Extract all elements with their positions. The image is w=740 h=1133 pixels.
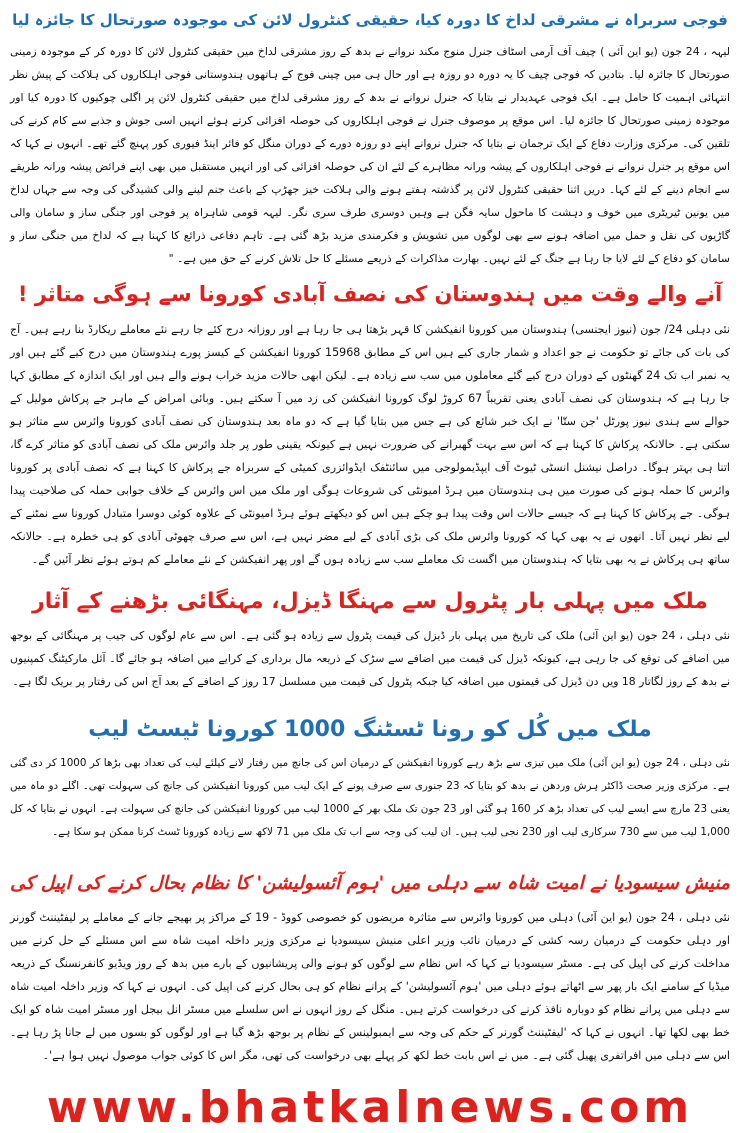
- article-body: نئی دہلی ، 24 جون (یو این آئی) دہلی میں کورونا وائرس سے متاثرہ مریضوں کو خصوصی کووڈ - 19 کے مراکز پر بھیجے جانے کے معاملے پر لیفٹیننٹ گورنر اور دہلی حکومت کے درمیان رسہ کشی کے درمیان نائب وزیر اعلی منیش سیسودیا نے مرکزی وزیر داخلہ امیت شاہ سے اس مسئلے کے حل کرنے میں مداخلت کرنے کی اپیل کی ہے۔ مسٹر سیسودیا نے کہا کہ اس نظام سے لوگوں کو ہونے والی پریشانیوں کے بارے میں بدھ کے روز ویڈیو کانفرنسنگ کے ذریعہ میڈیا کے سامنے ایک بار پھر سے اٹھاتے ہوئے دہلی میں 'ہوم آئسولیشن' کے پرانے نظام کو ہی بحال کرنے کی اپیل کی۔ انہوں نے کہا کہ وزیر داخلہ امیت شاہ سے دہلی میں پرانے نظام کو دوبارہ نافذ کرنے کی درخواست کرتے ہیں۔ منگل کے روز انہوں نے اس سلسلے میں مسٹر انل بیجل اور مسٹر امیت شاہ کو ایک خط بھی لکھا تھا۔ انہوں نے کہا کہ 'لیفٹیننٹ گورنر کے حکم کی وجہ سے ایمبولینس کے نظام پر بوجھ بڑھ گیا ہے اور لوگوں کو بسوں میں لے جانا پڑ رہا ہے۔ اس سے دہلی میں افراتفری پھیل گئی ہے۔ میں نے اس بابت خط لکھ کر پہلے بھی درخواست کی تھی، مگر اس کا کوئی جواب موصول نہیں ہوا ہے'۔: [10, 911, 731, 1062]
- headline: ملک میں پہلی بار پٹرول سے مہنگا ڈیزل، مہنگائی بڑھنے کے آثار: [32, 589, 708, 614]
- headline: ملک میں کُل کو رونا ٹسٹنگ 1000 کورونا ٹیسٹ لیب: [88, 717, 652, 742]
- article-body: نئی دہلی ، 24 جون (یو این آئی) ملک کی تاریخ میں پہلی بار ڈیزل کی قیمت پٹرول سے زیادہ ہو گئی ہے۔ اس سے عام لوگوں کی جیب پر مہنگائی کے بوجھ میں اضافے کی توقع کی جا رہی ہے، کیونکہ ڈیزل کی قیمت میں اضافے سے سڑک کے ذریعہ مال برداری کے کرایے میں اضافہ ہو جائے گا۔ آئل مارکیٹنگ کمپنیوں نے بدھ کے روز لگاتار 18 ویں دن ڈیزل کی قیمتوں میں اضافہ کیا جبکہ پٹرول کی قیمت میں مسلسل 17 روز کے اضافے کے بعد آج اس کی رفتار پر بریک لگا ہے۔: [10, 629, 731, 688]
- article-sisodia-home-isolation: [0, 862, 740, 1067]
- article-army-chief-ladakh: [0, 0, 740, 270]
- article-diesel-price: [0, 580, 740, 693]
- headline: منیش سیسودیا نے امیت شاہ سے دہلی میں 'ہوم آئسولیشن' کا نظام بحال کرنے کی اپیل کی: [10, 873, 730, 894]
- site-url-footer: www.bhatkalnews.com: [46, 1082, 694, 1133]
- headline: آنے والے وقت میں ہندوستان کی نصف آبادی کورونا سے ہوگی متاثر !: [17, 282, 723, 306]
- article-body: نئی دہلی ، 24 جون (یو این آئی) ملک میں تیزی سے بڑھ رہے کورونا انفیکشن کے درمیان اس کی جانچ میں رفتار لانے کیلئے لیب کی تعداد بھی بڑھا کر 1000 کر دی گئی ہے۔ مرکزی وزیر صحت ڈاکٹر ہرش وردھن نے بدھ کو بتایا کہ 23 جنوری سے صرف پونے کے ایک لیب میں کورونا انفیکشن کی جانچ کی سہولت تھی۔ اگلے دو ماہ میں یعنی 23 مارچ سے ایسے لیب کی تعداد بڑھ کر 160 ہو گئی اور 23 جون تک ملک بھر کے 1000 لیب میں کورونا انفیکشن کی جانچ کی سہولت ہے۔ انہوں نے بتایا کہ کل 1,000 لیب میں سے 730 سرکاری لیب اور 230 نجی لیب ہیں۔ ان لیب کی وجہ سے اب تک ملک میں 71 لاکھ سے زیادہ کورونا ٹسٹ کرنا ممکن ہو سکا ہے۔: [10, 757, 731, 838]
- article-body: نئی دہلی 24/ جون (نیوز ایجنسی) ہندوستان میں کورونا انفیکشن کا قہر بڑھتا ہی جا رہا ہے اور روزانہ درج کئے جا رہے نئے معاملے ریکارڈ بنا رہے ہیں۔ آج کی بات کی جائے تو حکومت نے جو اعداد و شمار جاری کیے ہیں اس کے مطابق 15968 کورونا انفیکشن کے کیسز پورے ہندوستان میں درج کیے گئے ہیں اور یہ نمبر اب تک 24 گھنٹوں کے دوران درج کیے گئے معاملوں میں سب سے زیادہ ہے۔ لیکن ابھی حالات مزید خراب ہونے والے ہیں اور ایک اندازہ کے مطابق کہا جا رہا ہے کہ ہندوستان کی نصف آبادی یعنی تقریباً 67 کروڑ لوگ کورونا انفیکشن کی زد میں آ سکتے ہیں۔ وبائی امراض کے ماہر جے پرکاش مولیل کے حوالے سے ہندی نیوز پورٹل 'جن ستّا' نے ایک خبر شائع کی ہے جس میں بتایا گیا ہے کہ دو ماہ بعد ہندوستان کی نصف آبادی کورونا وائرس سے متاثر ہو سکتی ہے۔ حالانکہ پرکاش کا کہنا ہے کہ اس سے بہت گھبرانے کی ضرورت نہیں ہے کیونکہ یقینی طور پر جلد وائرس ملک کی نصف آبادی کو متاثر کرے گا، اتنا ہی بہتر ہوگا۔ دراصل نیشنل انسٹی ٹیوٹ آف ایپڈیمولوجی میں سائنٹفک ایڈوائزری کمیٹی کے سربراہ جے پرکاش کا کہنا ہے کہ نصف آبادی پر کورونا وائرس کا حملہ ہونے کی صورت میں ہی ہندوستان میں ہرڈ امیونٹی کی شروعات ہوگی اور ملک میں اس وائرس کے خلاف جوابی حملہ کی صلاحیت پیدا ہوگی۔ جے پرکاش کا کہنا ہے کہ جیسے حالات اس وقت پیدا ہو چکے ہیں اس کو دیکھتے ہوئے ہرڈ امیونٹی کے علاوہ کوئی دوسرا متبادل کورونا سے نمٹنے کے لیے نظر نہیں آتا۔ انھوں نے یہ بھی کہا کہ کورونا وائرس ملک کی بڑی آبادی کے لیے مضر نہیں ہے، اس سے صرف چھوٹی آبادی کو ہی خطرہ ہے۔ حالانکہ ساتھ ہی پرکاش نے یہ بھی بتایا کہ ہندوستان میں اگست تک معاملے سب سے زیادہ ہوں گے اور پھر انفیکشن کے نئے معاملے کم ہوتے ہوئے نظر آئیں گے۔: [10, 323, 730, 566]
- article-covid-test-labs: [0, 708, 740, 844]
- article-corona-half-population: [0, 270, 740, 571]
- headline: فوجی سربراہ نے مشرقی لداخ کا دورہ کیا، حقیقی کنٹرول لائن کی موجودہ صورتحال کا جائزہ لیا: [12, 11, 728, 29]
- article-body: لیہہ ، 24 جون (یو این آئی ) چیف آف آرمی اسٹاف جنرل منوج مکند نروانے نے بدھ کے روز مشرقی لداخ میں حقیقی کنٹرول لائن کا دورہ کر کے موجودہ زمینی صورتحال کا جائزہ لیا۔ بتادیں کہ فوجی چیف کا یہ دورہ دو روزہ ہے اور حال ہی میں چینی فوج کے ہاتھوں ہندوستانی فوجی اہلکاروں کی ہلاکت کے پیش نظر انتہائی اہمیت کا حامل ہے۔ ایک فوجی عہدیدار نے بتایا کہ جنرل نروانے نے بدھ کے روز مشرقی لداخ میں حقیقی کنٹرول لائن پر اگلی چوکیوں کا دورہ کیا اور موجودہ زمینی صورتحال کا جائزہ لیا۔ اس موقع پر موصوف جنرل نے فوجی اہلکاروں کی حوصلہ افزائی کرتے ہوئے انہیں اسی جوش و جذبے سے کام کرنے کی تلقین کی۔ مرکزی وزارت دفاع کے ایک ترجمان نے بتایا کہ جنرل نروانے اپنے دو روزہ دورے کے دوران منگل کو فائر اینڈ فیوری کور پہنچ گئے تھے۔ انہوں نے کہا کہ اس موقع پر جنرل نروانے نے فوجی اہلکاروں کے پیشہ ورانہ مظاہرے کے لئے ان کی حوصلہ افزائی کی اور انہیں مستقبل میں بھی اپنے فرائض پیشہ ورانہ طریقے سے انجام دینے کے لئے کہا۔ دریں اثنا حقیقی کنٹرول لائن پر گذشتہ ہفتے ہونے والی ہلاکت خیز جھڑپ کے باعث جنم لینے والی کشیدگی کی وجہ سے جہاں لداخ میں یونین ٹیریٹری میں خوف و دہشت کا ماحول سایہ فگن ہے وہیں دوسری طرف سری نگر۔ لیہہ قومی شاہراہ پر فوجی اور جنگی ساز و سامان والی گاڑیوں کی نقل و حمل میں اضافہ ہونے سے بھی لوگوں میں تشویش و فکرمندی مزید بڑھ گئی ہے۔ تاہم دفاعی ذرائع کا کہنا ہے کہ لداخ میں جنگی ساز و سامان کو دفاع کے لئے لایا جا رہا ہے جنگ کے لئے نہیں۔ بھارت مذاکرات کے ذریعے مسئلے کا حل تلاش کرنے کے حق میں ہے۔ ": [10, 45, 730, 265]
